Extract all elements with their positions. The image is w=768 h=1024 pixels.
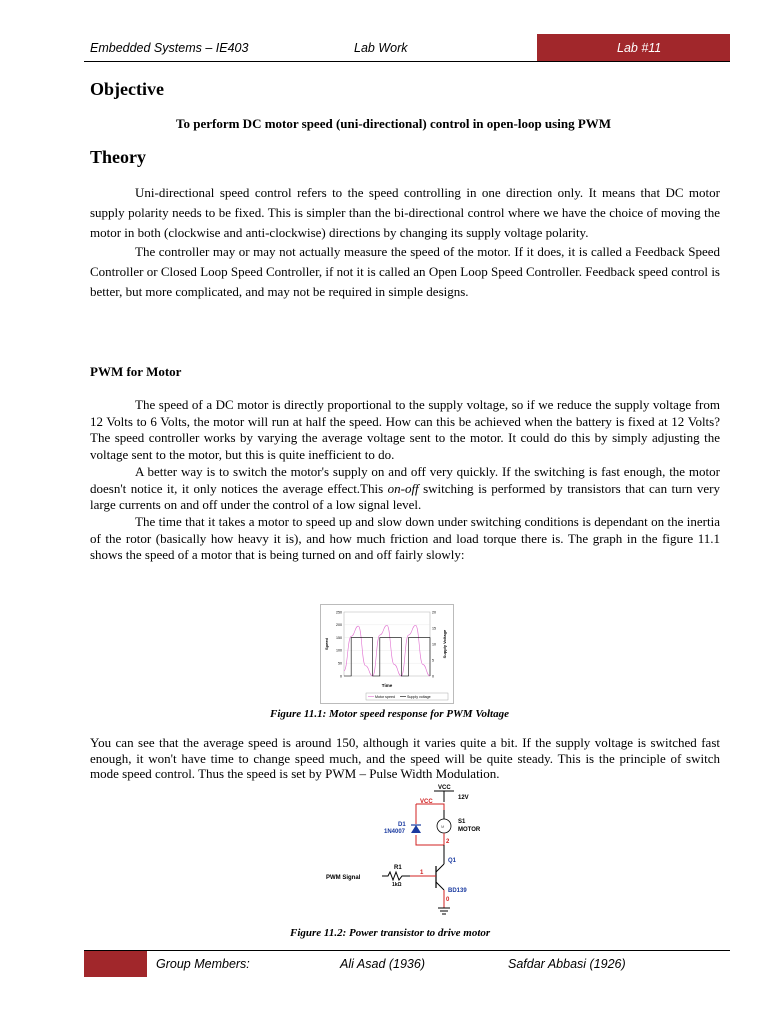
pwm-paragraph-2 — [90, 464, 720, 514]
transistor-circuit — [318, 780, 508, 920]
node-0-label: 0 — [446, 897, 450, 903]
node-2-label: 2 — [446, 839, 450, 845]
resistor-value: 1kΩ — [392, 882, 402, 888]
vcc-label: VCC — [438, 785, 451, 791]
y2-tick-label: 20 — [432, 610, 436, 615]
footer-member-1: Ali Asad (1936) — [340, 957, 425, 971]
pwm-paragraph-2-b: switching is performed by transistors that can turn very large currents on and off under the control of a low signal level. — [90, 480, 720, 513]
theory-heading: Theory — [90, 147, 146, 167]
theory-paragraph-2: The controller may or may not actually measure the speed of the motor. If it does, it is called a Feedback Speed Controller or Closed Loop Speed Controller, if not it is called an Open Loop Speed Controller. Feedback speed control is better, but more complicated, and may not be required in simple designs. — [90, 244, 720, 299]
resistor-ref: R1 — [394, 865, 402, 871]
vcc-value: 12V — [458, 795, 469, 801]
resistor-symbol — [382, 872, 410, 880]
y-tick-label: 0 — [340, 674, 342, 679]
course-title: Embedded Systems – IE403 — [90, 41, 249, 55]
vcc-net-label: VCC — [420, 799, 433, 805]
footer-divider — [84, 950, 730, 951]
objective-text: To perform DC motor speed (uni-directional) control in open-loop using PWM — [176, 116, 612, 131]
pwm-paragraph-1: The speed of a DC motor is directly proportional to the supply voltage, so if we reduce the supply voltage from 12 Volts to 6 Volts, the motor will run at half the speed. How can this be achieved when the battery is fixed at 12 Volts? The speed controller works by varying the average voltage sent to the motor. It could do this by simply adjusting the voltage sent to the motor, but this is quite inefficient to do. — [90, 397, 720, 463]
page-header — [84, 34, 730, 62]
chart-legend — [366, 693, 448, 700]
chart-frame — [321, 605, 454, 704]
footer-member-2: Safdar Abbasi (1926) — [508, 957, 626, 971]
footer-red-box — [84, 951, 147, 977]
svg-text:M: M — [441, 824, 445, 829]
motor-speed-chart — [320, 604, 454, 704]
diode-ref: D1 — [398, 822, 406, 828]
figure-1-caption: Figure 11.1: Motor speed response for PWM Voltage — [270, 708, 509, 720]
y-tick-label: 150 — [336, 635, 342, 640]
motor-label: MOTOR — [458, 827, 481, 833]
motor-ref: S1 — [458, 819, 466, 825]
diode-part: 1N4007 — [384, 829, 406, 835]
pwm-paragraph-2-a: A better way is to switch the motor's supply on and off very quickly. If the switching is fast enough, the motor doesn't notice it, it only notices the average effect.This — [90, 463, 720, 496]
diode-symbol — [411, 825, 421, 833]
transistor-ref: Q1 — [448, 858, 457, 864]
y-tick-label: 50 — [338, 661, 342, 666]
chart-y-axis-label: Speed — [324, 637, 329, 651]
pwm-paragraph-3: The time that it takes a motor to speed up and slow down under switching conditions is dependant on the inertia of the rotor (basically how heavy it is), and how much friction and load torque there is. The graph in the figure 11.1 shows the speed of a motor that is being turned on and off fairly slowly: — [90, 513, 720, 563]
pwm-body — [90, 397, 720, 564]
y2-tick-label: 15 — [432, 626, 436, 631]
theory-paragraph-1: Uni-directional speed control refers to the speed controlling in one direction only. It means that DC motor supply polarity needs to be fixed. This is simpler than the bi-directional control where we have the choice of moving the motor in both (clockwise and anti-clockwise) directions by changing its supply voltage polarity. — [90, 185, 720, 240]
lab-number: Lab #11 — [617, 41, 662, 55]
y-tick-label: 200 — [336, 623, 342, 628]
objective-heading: Objective — [90, 79, 164, 99]
footer-label: Group Members: — [156, 957, 250, 971]
header-divider — [84, 61, 730, 62]
transistor-part: BD139 — [448, 888, 467, 894]
pwm-paragraph-2-em: on-off — [387, 480, 419, 496]
pwm-heading: PWM for Motor — [90, 364, 182, 379]
y2-tick-label: 10 — [432, 642, 436, 647]
lab-number-box — [537, 34, 730, 61]
legend-speed-label: Motor speed — [375, 695, 395, 699]
y2-tick-label: 0 — [432, 674, 434, 679]
y-tick-label: 100 — [336, 648, 342, 653]
figure-2-caption: Figure 11.2: Power transistor to drive motor — [290, 927, 491, 939]
pwm-paragraph-4: You can see that the average speed is around 150, although it varies quite a bit. If the supply voltage is switched fast enough, it won't have time to change speed much, and the speed will be quite steady. This is the principle of switch mode speed control. Thus the speed is set by PWM – Pulse Width Modulation. — [90, 735, 720, 782]
chart-y2-axis-label: Supply Voltage — [442, 629, 447, 659]
node-1-label: 1 — [420, 870, 424, 876]
theory-body — [90, 183, 720, 302]
section-title: Lab Work — [354, 41, 408, 55]
pwm-signal-label: PWM Signal — [326, 875, 361, 881]
legend-voltage-label: Supply voltage — [407, 695, 431, 699]
chart-x-axis-label: Time — [381, 683, 393, 688]
y-tick-label: 250 — [336, 610, 342, 615]
y2-tick-label: 5 — [432, 658, 434, 663]
